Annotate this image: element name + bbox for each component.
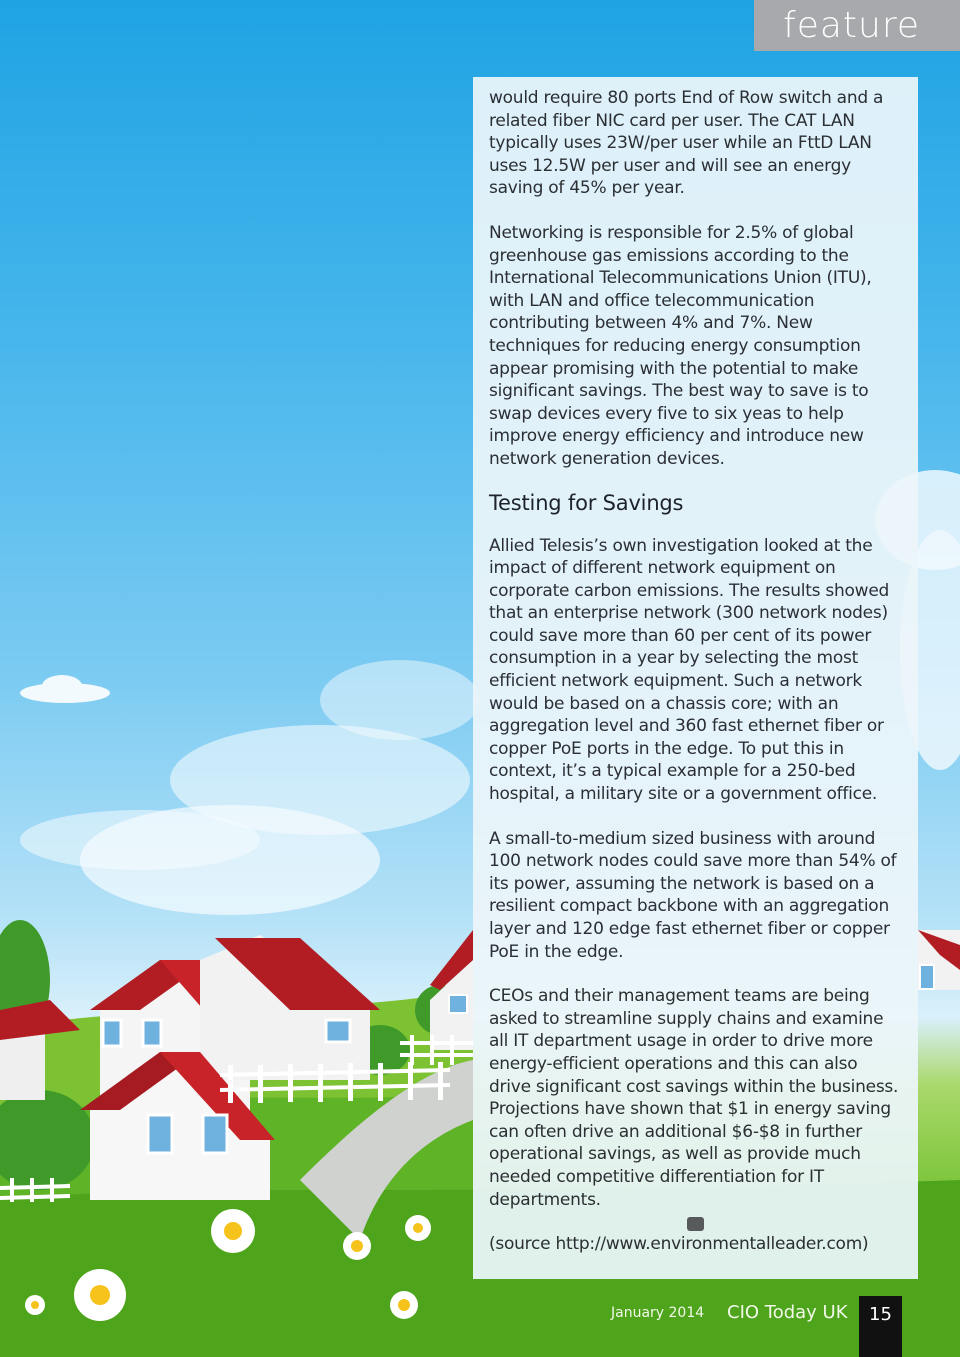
section-heading: Testing for Savings: [489, 490, 684, 515]
article-paragraph: Networking is responsible for 2.5% of global greenhouse gas emissions according to the International Telecommunications Union (ITU), with LAN and office telecommunication contributing between 4% and 7%. New techniques for reducing energy consumption appear promising with the potential to make significant savings. The best way to save is to swap devices every five to six yeas to help improve energy efficiency and introduce new network generation devices.: [489, 222, 872, 469]
article-paragraph: would require 80 ports End of Row switch and a related fiber NIC card per user. The CAT LAN typically uses 23W/per user while an FttD LAN uses 12.5W per user and will see an energy saving of 45% per year.: [489, 88, 884, 199]
page-number: 15: [859, 1296, 902, 1357]
end-mark-icon: [687, 1217, 704, 1231]
section-tab: feature: [754, 0, 960, 51]
issue-date: January 2014: [611, 1305, 705, 1321]
article-paragraph: Allied Telesis’s own investigation looked at the impact of different network equipment on corporate carbon emissions. The results showed that an enterprise network (300 network nodes) could save more than 60 per cent of its power consumption in a year by selecting the most efficient network equipment. Such a network would be based on a chassis core; with an aggregation level and 360 fast ethernet fiber or copper PoE ports in the edge. To put this in context, it’s a typical example for a 250-bed hospital, a military site or a government office.: [489, 535, 890, 805]
article-paragraph: A small-to-medium sized business with around 100 network nodes could save more than 54% of its power, assuming the network is based on a resilient compact backbone with an aggregation layer and 120 edge fast ethernet fiber or copper PoE in the edge.: [489, 828, 897, 962]
source-citation: (source http://www.environmentalleader.com): [489, 1234, 869, 1255]
magazine-name: CIO Today UK: [727, 1302, 848, 1323]
article-paragraph: CEOs and their management teams are being asked to streamline supply chains and examine all IT department usage in order to drive more energy-efficient operations and this can also drive significant cost savings within the business. Projections have shown that $1 in energy saving can often drive an additional $6-$8 in further operational savings, as well as provide much needed competitive differentiation for IT departments.: [489, 986, 899, 1210]
article-panel: [473, 77, 918, 1279]
